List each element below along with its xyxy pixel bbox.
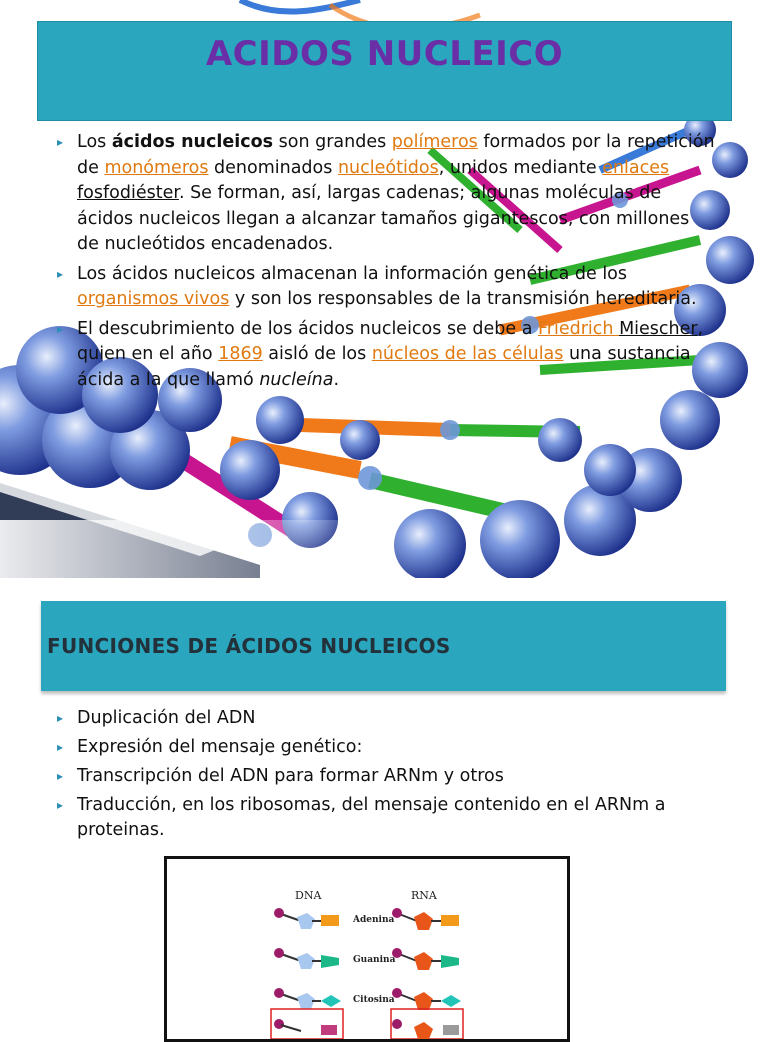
bullet-arrow-icon: ▸ <box>57 711 64 725</box>
dna-label: DNA <box>295 889 322 902</box>
base-label: Citosina <box>353 995 395 1005</box>
rna-nucleotide-adenina-icon <box>392 908 459 930</box>
list-item: ▸ Los ácidos nucleicos son grandes polímeros formados por la repetición de monómeros denominados nucleótidos, unidos mediante enlaces fosfodiéster. Se forman, así, largas cadenas; algunas moléculas de ácidos nucleicos llegan a alcanzar tamaños gigantescos, con millones de nucleótidos encadenados. <box>57 132 715 254</box>
list-item: ▸ Expresión del mensaje genético: <box>55 735 735 760</box>
slide-title: ACIDOS NUCLEICO <box>205 34 564 74</box>
link-polimeros[interactable]: polímeros <box>391 132 478 152</box>
link-miescher[interactable]: Miescher <box>619 318 698 339</box>
bullet-arrow-icon: ▸ <box>57 266 64 281</box>
link-1869[interactable]: 1869 <box>218 344 263 364</box>
nucleotide-diagram <box>164 856 570 1042</box>
base-label: Adenina <box>353 915 395 925</box>
title-box <box>37 21 732 121</box>
section-title: FUNCIONES DE ÁCIDOS NUCLEICOS <box>47 634 451 658</box>
bullet-arrow-icon: ▸ <box>57 769 64 783</box>
list-item: ▸ Transcripción del ADN para formar ARNm y otros <box>55 764 735 789</box>
list-item: ▸ Duplicación del ADN <box>55 706 735 731</box>
link-nucleotidos[interactable]: nucleótidos <box>337 157 439 178</box>
list-item: ▸ Los ácidos nucleicos almacenan la información genética de los organismos vivos y son los responsables de la transmisión hereditaria. <box>57 263 697 309</box>
section-header <box>41 601 726 691</box>
link-monomeros[interactable]: monómeros <box>104 157 209 178</box>
nucleotide-icons <box>167 859 567 1039</box>
rna-nucleotide-guanina-icon <box>392 948 459 970</box>
rna-nucleotide-citosina-icon <box>392 988 461 1010</box>
base-label: Guanina <box>353 955 396 965</box>
rna-label: RNA <box>411 889 437 902</box>
functions-bullet-list <box>55 706 735 847</box>
dna-nucleotide-adenina-icon <box>274 908 339 929</box>
dna-nucleotide-citosina-icon <box>274 988 341 1009</box>
slide-2 <box>0 578 768 1024</box>
list-item: ▸ Traducción, en los ribosomas, del mensaje contenido en el ARNm a proteinas. <box>57 795 666 840</box>
link-nucleos-celulas[interactable]: núcleos de las células <box>371 344 564 364</box>
link-fosfodiester[interactable]: fosfodiéster <box>77 183 179 203</box>
link-organismos-vivos[interactable]: organismos vivos <box>77 289 230 309</box>
bullet-arrow-icon: ▸ <box>57 135 64 149</box>
dna-nucleotide-guanina-icon <box>274 948 339 969</box>
bullet-arrow-icon: ▸ <box>57 740 64 754</box>
link-friedrich[interactable]: Friedrich <box>538 318 620 339</box>
link-enlaces[interactable]: enlaces <box>602 157 670 178</box>
bullet-arrow-icon: ▸ <box>57 321 64 336</box>
intro-bullet-list <box>55 130 715 397</box>
list-item: ▸ El descubrimiento de los ácidos nucleicos se debe a Friedrich Miescher, quien en el año 1869 aisló de los núcleos de las células una sustancia ácida a la que llamó nucleína. <box>57 318 704 390</box>
bullet-arrow-icon: ▸ <box>57 798 64 812</box>
